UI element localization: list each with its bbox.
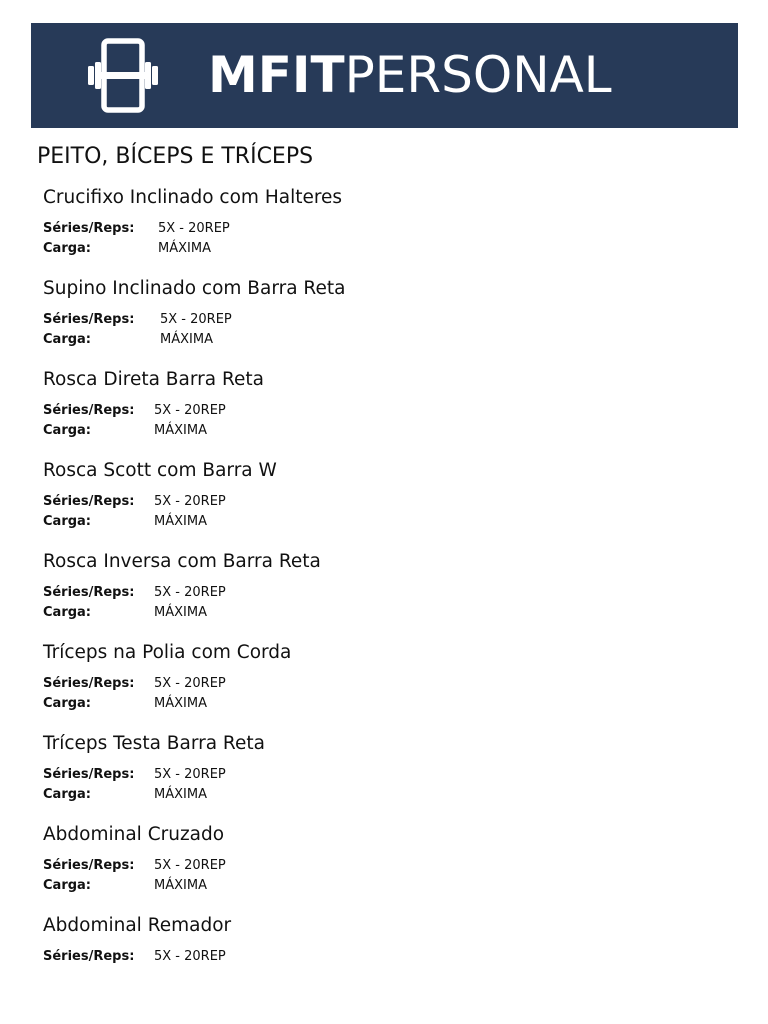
dumbbell-phone-icon: [88, 38, 158, 113]
series-reps-label: Séries/Reps:: [43, 221, 135, 236]
series-reps-row: [43, 401, 743, 421]
series-reps-row: [43, 492, 743, 512]
series-reps-label: Séries/Reps:: [43, 949, 135, 964]
carga-row: [43, 330, 743, 350]
exercise-name: Supino Inclinado com Barra Reta: [43, 278, 346, 299]
exercise-name: Tríceps na Polia com Corda: [43, 642, 292, 663]
series-reps-value: 5X - 20REP: [154, 949, 226, 964]
series-reps-value: 5X - 20REP: [154, 585, 226, 600]
exercise-item: [43, 914, 743, 967]
exercise-name: Abdominal Remador: [43, 915, 232, 936]
exercise-name: Abdominal Cruzado: [43, 824, 225, 845]
carga-row: [43, 694, 743, 714]
carga-label: Carga:: [43, 514, 92, 529]
exercise-item: [43, 368, 743, 441]
series-reps-row: [43, 765, 743, 785]
exercise-item: [43, 277, 743, 350]
carga-label: Carga:: [43, 332, 92, 347]
carga-label: Carga:: [43, 696, 92, 711]
series-reps-row: [43, 310, 743, 330]
series-reps-value: 5X - 20REP: [154, 858, 226, 873]
series-reps-row: [43, 219, 743, 239]
carga-value: MÁXIMA: [158, 241, 211, 256]
exercise-item: [43, 641, 743, 714]
exercise-item: [43, 732, 743, 805]
exercise-name: Rosca Scott com Barra W: [43, 460, 277, 481]
carga-row: [43, 239, 743, 259]
header-banner: [31, 23, 738, 128]
series-reps-row: [43, 947, 743, 967]
exercise-name: Rosca Direta Barra Reta: [43, 369, 264, 390]
series-reps-label: Séries/Reps:: [43, 494, 135, 509]
exercise-item: [43, 186, 743, 259]
carga-row: [43, 785, 743, 805]
series-reps-label: Séries/Reps:: [43, 676, 135, 691]
carga-value: MÁXIMA: [154, 878, 207, 893]
series-reps-value: 5X - 20REP: [154, 767, 226, 782]
carga-value: MÁXIMA: [154, 514, 207, 529]
series-reps-label: Séries/Reps:: [43, 403, 135, 418]
carga-row: [43, 512, 743, 532]
exercise-name: Tríceps Testa Barra Reta: [43, 733, 265, 754]
series-reps-row: [43, 674, 743, 694]
brand-logo: [208, 45, 612, 105]
carga-label: Carga:: [43, 787, 92, 802]
series-reps-value: 5X - 20REP: [154, 494, 226, 509]
carga-label: Carga:: [43, 241, 92, 256]
series-reps-label: Séries/Reps:: [43, 767, 135, 782]
carga-label: Carga:: [43, 878, 92, 893]
carga-row: [43, 421, 743, 441]
series-reps-row: [43, 856, 743, 876]
carga-value: MÁXIMA: [154, 787, 207, 802]
exercise-item: [43, 823, 743, 896]
carga-value: MÁXIMA: [160, 332, 213, 347]
series-reps-value: 5X - 20REP: [154, 676, 226, 691]
carga-label: Carga:: [43, 605, 92, 620]
series-reps-value: 5X - 20REP: [160, 312, 232, 327]
series-reps-value: 5X - 20REP: [154, 403, 226, 418]
section-title: PEITO, BÍCEPS E TRÍCEPS: [37, 144, 314, 169]
exercise-name: Rosca Inversa com Barra Reta: [43, 551, 321, 572]
carga-row: [43, 876, 743, 896]
carga-label: Carga:: [43, 423, 92, 438]
series-reps-row: [43, 583, 743, 603]
carga-row: [43, 603, 743, 623]
carga-value: MÁXIMA: [154, 696, 207, 711]
series-reps-value: 5X - 20REP: [158, 221, 230, 236]
series-reps-label: Séries/Reps:: [43, 585, 135, 600]
brand-name-bold: MFIT: [208, 46, 345, 104]
exercise-name: Crucifixo Inclinado com Halteres: [43, 187, 343, 208]
series-reps-label: Séries/Reps:: [43, 858, 135, 873]
exercise-item: [43, 459, 743, 532]
series-reps-label: Séries/Reps:: [43, 312, 135, 327]
exercise-item: [43, 550, 743, 623]
carga-value: MÁXIMA: [154, 605, 207, 620]
carga-value: MÁXIMA: [154, 423, 207, 438]
brand-name-light: PERSONAL: [344, 46, 612, 104]
